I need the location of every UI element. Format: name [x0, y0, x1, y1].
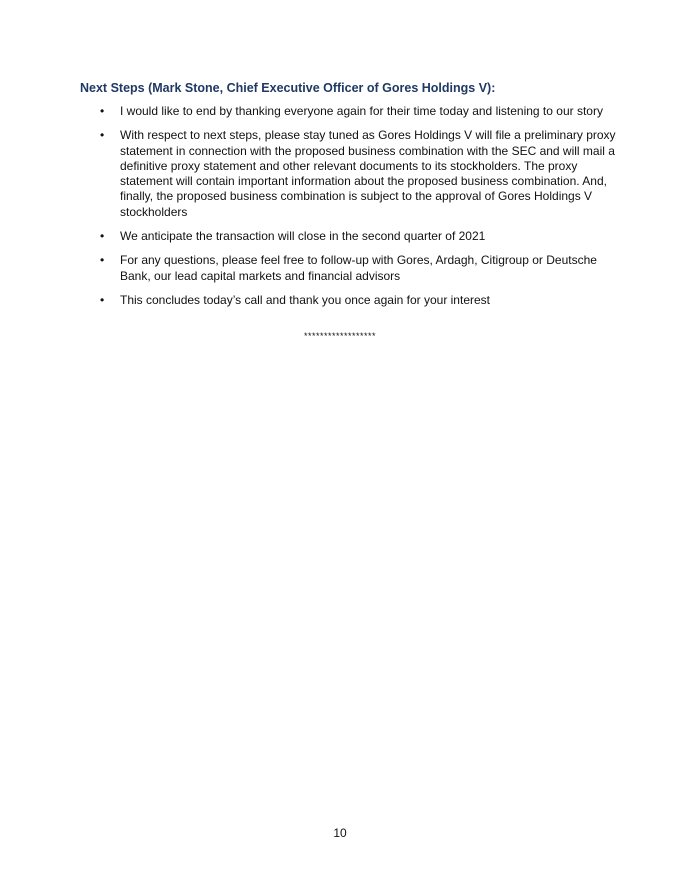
bullet-icon: •	[100, 292, 105, 307]
list-item	[80, 128, 620, 220]
section-heading: Next Steps (Mark Stone, Chief Executive Officer of Gores Holdings V):	[80, 81, 496, 95]
bullet-icon: •	[100, 253, 105, 268]
bullet-list	[80, 104, 620, 317]
list-item	[80, 253, 620, 284]
bullet-icon: •	[100, 104, 105, 118]
list-item	[80, 293, 620, 308]
bullet-icon: •	[100, 128, 105, 143]
list-item-text: This concludes today’s call and thank you once again for your interest	[120, 292, 490, 307]
list-item	[80, 229, 620, 244]
section-separator: ******************	[303, 331, 377, 341]
page-number: 10	[333, 826, 347, 840]
list-item	[80, 104, 620, 119]
list-item-text: I would like to end by thanking everyone again for their time today and listening to our story	[120, 104, 603, 118]
list-item-text: For any questions, please feel free to follow-up with Gores, Ardagh, Citigroup or Deutsche Bank, our lead capital markets and financial advisors	[120, 253, 597, 283]
list-item-text: We anticipate the transaction will close in the second quarter of 2021	[120, 229, 486, 244]
bullet-icon: •	[100, 229, 105, 244]
list-item-text: With respect to next steps, please stay tuned as Gores Holdings V will file a preliminary proxy statement in connection with the proposed business combination with the SEC and will mail a definitive proxy statement and other relevant documents to its stockholders. The proxy statement will contain important information about the proposed business combination. And, finally, the proposed business combination is subject to the approval of Gores Holdings V stockholders	[120, 128, 616, 219]
